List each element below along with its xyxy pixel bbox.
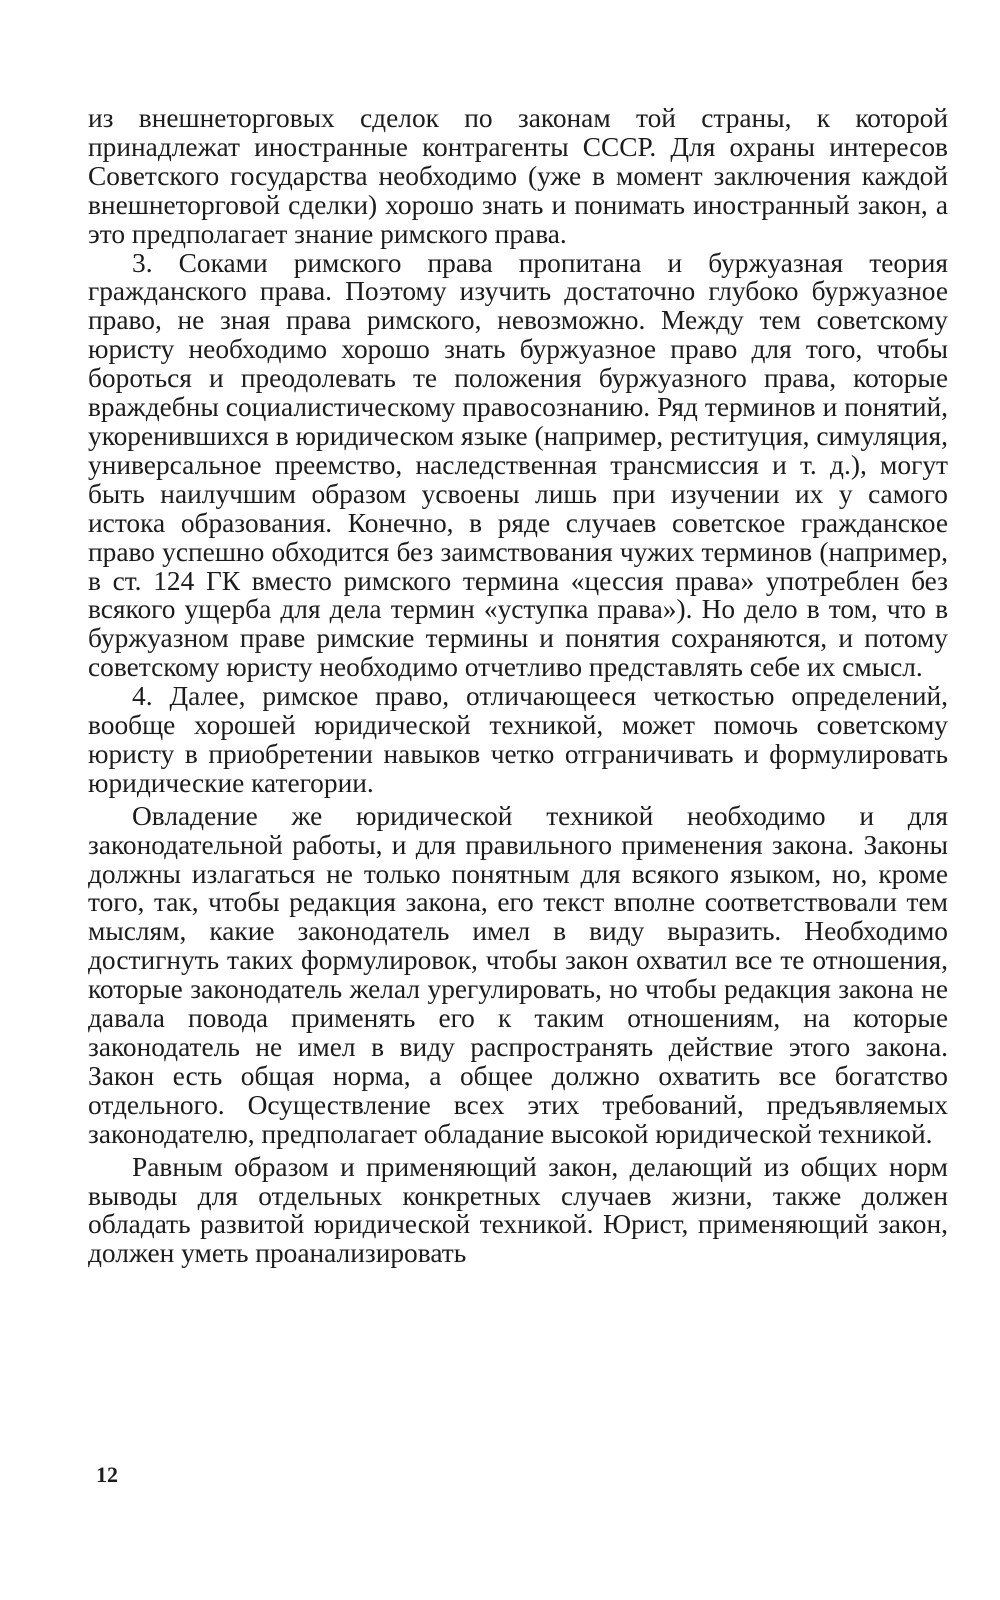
paragraph-continuation: из внешнеторговых сделок по законам той страны, к которой принадлежат иностранные контрагенты СССР. Для охраны интересов Советского государства необходимо (уже в момент заключения каждой внешнеторговой сделки) хорошо знать и понимать иностранный закон, а это предполагает знание римского права. [88,103,948,249]
page-number: 12 [96,1462,118,1487]
paragraph-point-3: 3. Соками римского права пропитана и буржуазная теория гражданского права. Поэтому изучить достаточно глубоко буржуазное право, не зная права римского, невозможно. Между тем советскому юристу необходимо хорошо знать буржуазное право для того, чтобы бороться и преодолевать те положения буржуазного права, которые враждебны социалистическому правосознанию. Ряд терминов и понятий, укоренившихся в юридическом языке (например, реституция, симуляция, универсальное преемство, наследственная трансмиссия и т. д.), могут быть наилучшим образом усвоены лишь при изучении их у самого истока образования. Конечно, в ряде случаев советское гражданское право успешно обходится без заимствования чужих терминов (например, в ст. 124 ГК вместо римского термина «цессия права» употреблен без всякого ущерба для дела термин «уступка права»). Но дело в том, что в буржуазном праве римские термины и понятия сохраняются, и потому советскому юристу необходимо отчетливо представлять себе их смысл. [88,247,948,683]
page-body [88,104,948,1268]
paragraph-applying-law: Равным образом и применяющий закон, делающий из общих норм выводы для отдельных конкретных случаев жизни, также должен обладать развитой юридической техникой. Юрист, применяющий закон, должен уметь проанализировать [88,1151,948,1269]
paragraph-point-4: 4. Далее, римское право, отличающееся четкостью определений, вообще хорошей юридической техникой, может помочь советскому юристу в приобретении навыков четко отграничивать и формулировать юридические категории. [88,681,948,798]
paragraph-legal-technique: Овладение же юридической техникой необходимо и для законодательной работы, и для правильного применения закона. Законы должны излагаться не только понятным для всякого языком, но, кроме того, так, чтобы редакция закона, его текст вполне соответствовали тем мыслям, какие законодатель имел в виду выразить. Необходимо достигнуть таких формулировок, чтобы закон охватил все те отношения, которые законодатель желал урегулировать, но чтобы редакция закона не давала повода применять его к таким отношениям, на которые законодатель не имел в виду распространять действие этого закона. Закон есть общая норма, а общее должно охватить все богатство отдельного. Осуществление всех этих требований, предъявляемых законодателю, предполагает обладание высокой юридической техникой. [88,800,948,1149]
